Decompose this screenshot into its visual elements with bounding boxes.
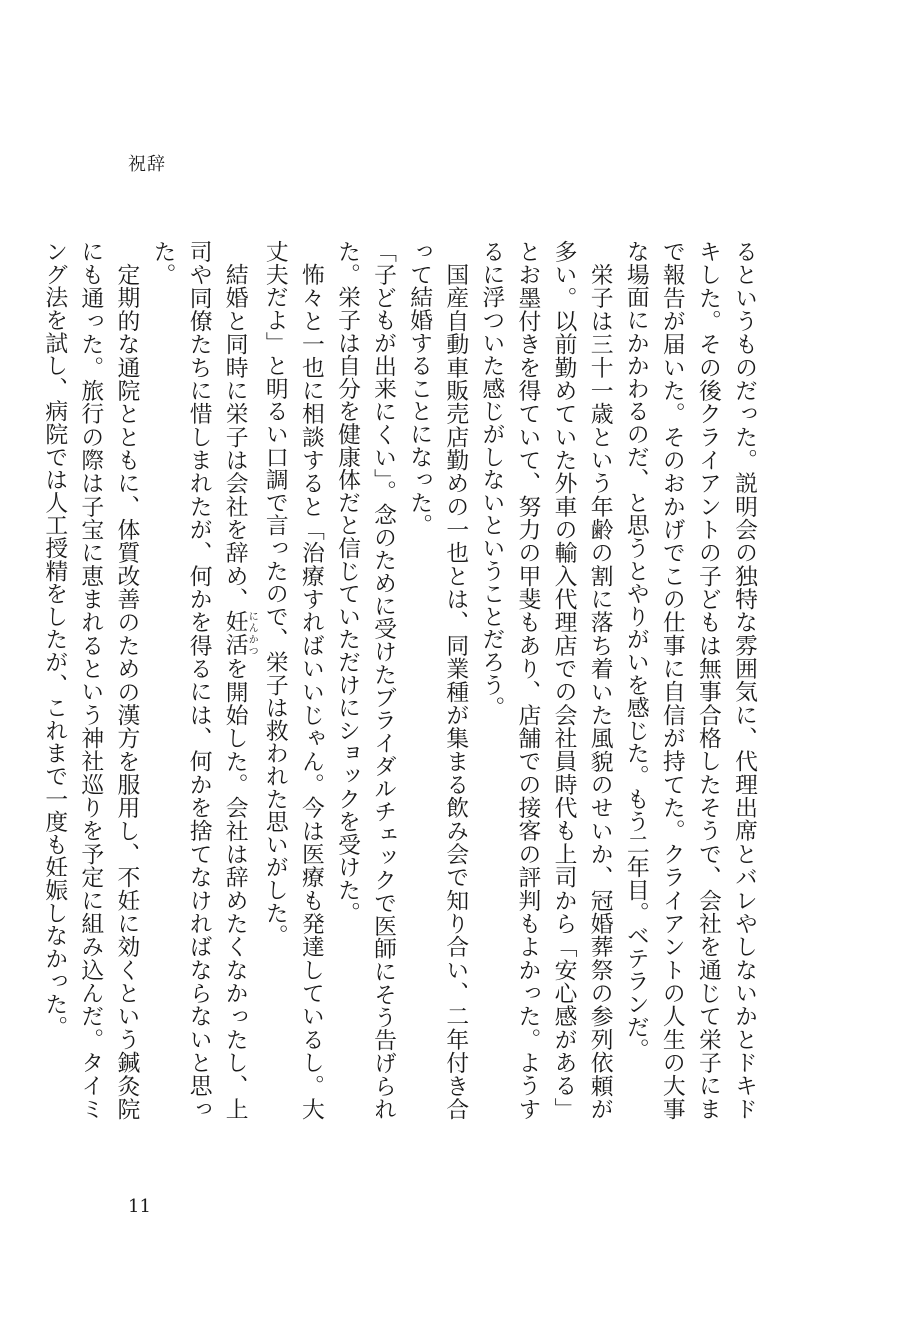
ruby-reading: にんかつ xyxy=(246,610,258,657)
ruby-base: 妊活 xyxy=(221,610,248,657)
paragraph-2: 栄子は三十一歳という年齢の割に落ち着いた風貌のせいか、冠婚葬祭の参列依頼が多い。以前勤めていた外車の輸入代理店での会社員時代も上司から「安心感がある」とお墨付きを得ていて、努力の甲斐もあり、店舗での接客の評判もよかった。ようするに浮ついた感じがしないということだろう。 xyxy=(478,240,613,1120)
vertical-body-text xyxy=(41,240,762,1121)
paragraph-5: 怖々と一也に相談すると「治療すればいいじゃん。今は医療も発達しているし。大丈夫だよ」と明るい口調で言ったので、栄子は救われた思いがした。 xyxy=(261,240,324,1120)
furigana-ninkatsu xyxy=(221,610,258,657)
paragraph-7: 定期的な通院とともに、体質改善のための漢方を服用し、不妊に効くという鍼灸院にも通った。旅行の際は子宝に恵まれるという神社巡りを予定に組み込んだ。タイミング法を試し、病院では人工授精をしたが、これまで一度も妊娠しなかった。 xyxy=(41,240,140,1120)
paragraph-3: 国産自動車販売店勤めの一也とは、同業種が集まる飲み会で知り合い、二年付き合って結婚することになった。 xyxy=(406,240,469,1120)
page-number: 11 xyxy=(128,1196,151,1217)
paragraph-4: 「子どもが出来にくい」。念のために受けたブライダルチェックで医師にそう告げられた。栄子は自分を健康体だと信じていただけにショックを受けた。 xyxy=(333,240,397,1120)
paragraph-1: るというものだった。説明会の独特な雰囲気に、代理出席とバレやしないかとドキドキした。その後クライアントの子どもは無事合格したそうで、会社を通じて栄子にまで報告が届いた。そのおかげでこの仕事に自信が持てた。クライアントの人生の大事な場面にかかわるのだ、と思うとやりがいを感じた。もう二年目。ベテランだ。 xyxy=(622,240,757,1120)
running-head-chapter-title: 祝辞 xyxy=(128,154,166,175)
paragraph-6-end: を開始した。会社は辞めたくなかったし、上司や同僚たちに惜しまれたが、何かを得るには、何かを捨てなければならないと思った。 xyxy=(149,240,248,1121)
paragraph-6-start: 結婚と同時に栄子は会社を辞め、 xyxy=(221,262,248,611)
paragraph-6 xyxy=(144,240,256,1120)
